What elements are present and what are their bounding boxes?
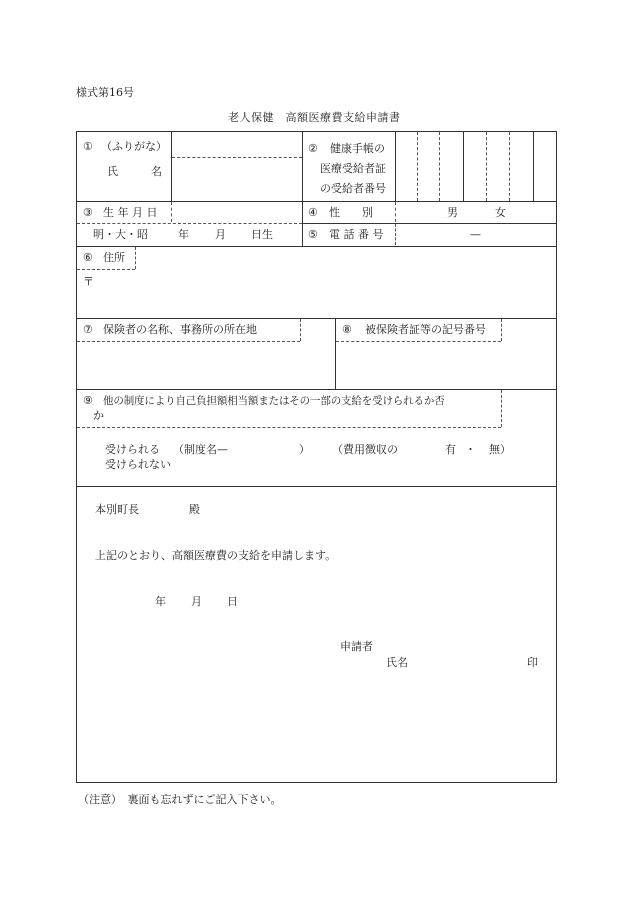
digit-divider: [417, 132, 418, 201]
question-divider: [501, 390, 502, 427]
row-divider: [77, 246, 556, 247]
sec3-number: ③: [83, 206, 93, 219]
honorific: 殿: [189, 503, 200, 516]
row1-center-line: [302, 132, 303, 201]
applicant-name-label: 氏名: [386, 656, 408, 669]
sec5-number: ⑤: [308, 228, 318, 241]
other-system-question-line2: か: [93, 409, 104, 422]
fee-yes-option[interactable]: 有: [445, 443, 456, 456]
recipient-label-line3: の受給者番号: [320, 182, 386, 195]
application-year-label: 年: [155, 595, 166, 608]
insurer-label-underline: [77, 341, 300, 342]
digit-group-divider: [463, 132, 464, 201]
gender-female-option[interactable]: 女: [495, 206, 506, 219]
seal-mark: 印: [527, 656, 538, 669]
postal-mark: 〒: [83, 275, 94, 288]
insured-card-label-underline: [336, 341, 501, 342]
furigana-column-line: [171, 132, 172, 201]
phone-label-divider: [395, 224, 396, 245]
application-month-label: 月: [191, 595, 202, 608]
cannot-receive-option[interactable]: 受けられない: [105, 458, 171, 471]
insurer-label-divider: [300, 319, 301, 341]
system-name-label: （制度名—: [173, 443, 228, 456]
recipient-label-line2: 医療受給者証: [320, 162, 386, 175]
recipient-label-line1: 健康手帳の: [330, 142, 385, 155]
sec1-number: ①: [83, 140, 93, 153]
fee-separator: ・: [465, 443, 476, 456]
recipient-number-box-start: [395, 132, 396, 201]
addressee: 本別町長: [95, 503, 139, 516]
application-day-label: 日: [227, 595, 238, 608]
other-system-question-line1: 他の制度により自己負担額相当額またはその一部の支給を受けられるか否: [103, 395, 445, 407]
birthdate-label-divider: [171, 202, 172, 222]
sec2-number: ②: [308, 142, 318, 155]
row-divider: [77, 201, 556, 202]
insurer-label: 保険者の名称、事務所の所在地: [103, 323, 257, 336]
fee-no-option[interactable]: 無）: [489, 443, 511, 456]
row-divider: [77, 389, 556, 390]
can-receive-option[interactable]: 受けられる: [105, 443, 160, 456]
insured-card-label-divider: [501, 319, 502, 341]
gender-label-divider: [395, 202, 396, 222]
application-form-table: [76, 131, 557, 783]
phone-separator: —: [470, 228, 481, 241]
digit-divider: [509, 132, 510, 201]
application-statement: 上記のとおり、高額医療費の支給を申請します。: [95, 549, 337, 562]
digit-divider: [439, 132, 440, 201]
sec9-number: ⑨: [83, 394, 93, 407]
birth-year-label: 年: [178, 228, 189, 241]
question-underline: [77, 427, 501, 428]
furigana-divider: [172, 157, 302, 158]
era-options: 明・大・昭: [93, 228, 148, 241]
system-name-close: ）: [299, 443, 310, 456]
birthdate-divider: [77, 223, 302, 224]
phone-label: 電 話 番 号: [329, 228, 384, 241]
address-label-divider: [135, 247, 136, 269]
gender-divider: [302, 223, 556, 224]
insured-card-label: 被保険者証等の記号番号: [365, 323, 486, 336]
birthdate-label: 生 年 月 日: [103, 206, 158, 219]
sec6-number: ⑥: [83, 251, 93, 264]
form-number: 様式第16号: [76, 86, 134, 99]
gender-male-option[interactable]: 男: [447, 206, 458, 219]
digit-divider: [486, 132, 487, 201]
gender-label: 性 別: [329, 206, 373, 219]
footer-note: （注意） 裏面も忘れずにご記入下さい。: [78, 793, 282, 806]
sec7-number: ⑦: [83, 323, 93, 336]
fee-collection-label: （費用徴収の: [332, 443, 398, 456]
row4-center-line: [335, 318, 336, 389]
name-label: 氏 名: [107, 165, 162, 178]
digit-group-divider: [533, 132, 534, 201]
sec8-number: ⑧: [342, 323, 352, 336]
address-label: 住所: [103, 251, 125, 264]
row-divider: [77, 486, 556, 487]
applicant-label: 申請者: [340, 640, 373, 653]
page-title: 老人保健 高額医療費支給申請書: [228, 111, 401, 124]
address-label-underline: [77, 269, 135, 270]
birth-day-label: 日生: [251, 228, 273, 241]
sec4-number: ④: [308, 206, 318, 219]
furigana-label: （ふりがな）: [101, 140, 167, 153]
birth-month-label: 月: [215, 228, 226, 241]
row-divider: [77, 318, 556, 319]
